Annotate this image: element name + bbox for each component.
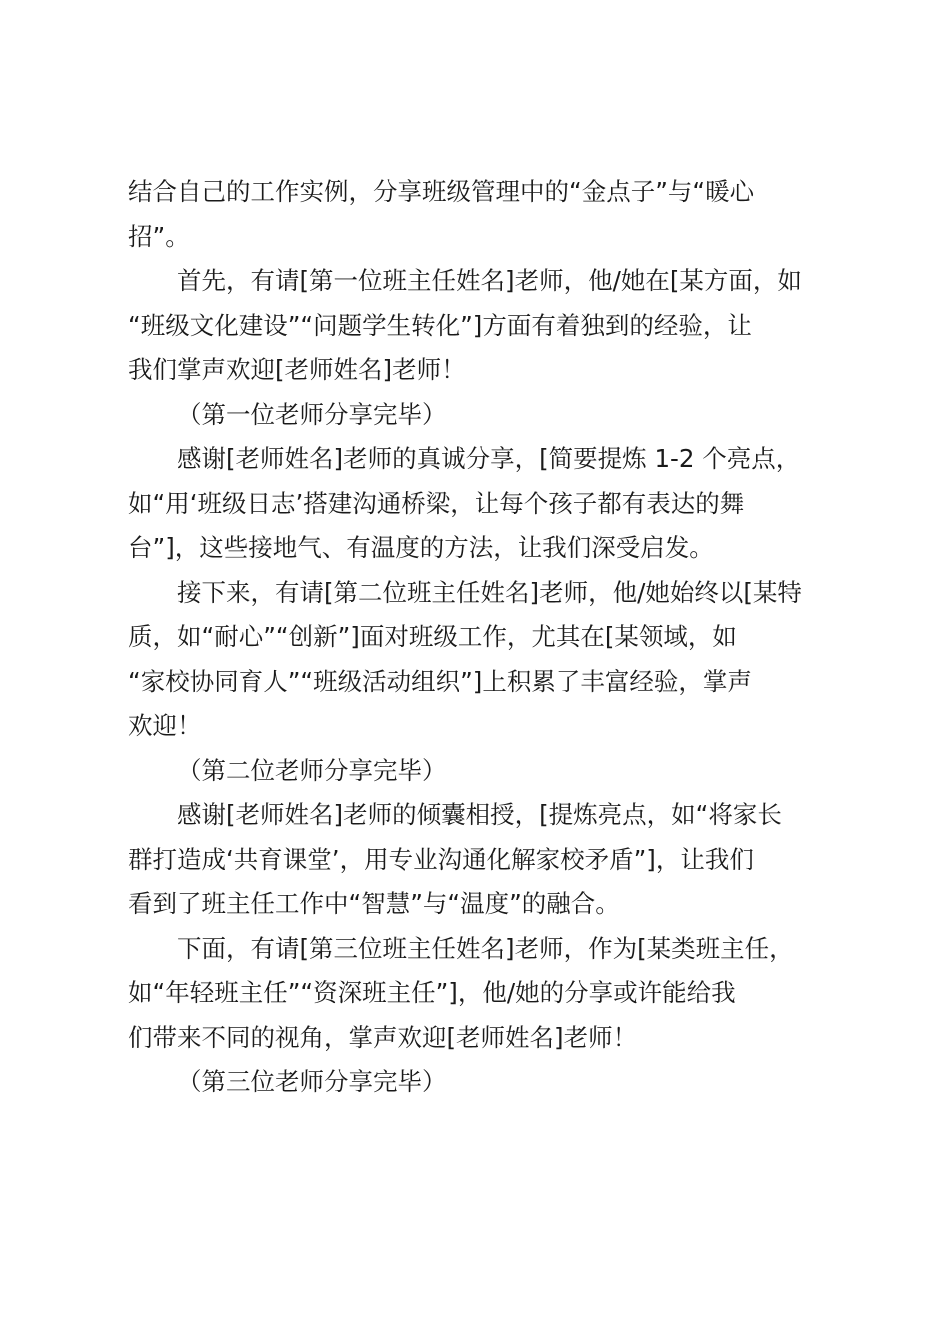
text-line: “班级文化建设”“问题学生转化”]方面有着独到的经验，让 bbox=[128, 310, 752, 340]
text-line: 群打造成‘共育课堂’，用专业沟通化解家校矛盾”]，让我们 bbox=[128, 844, 754, 874]
text-line: （第一位老师分享完毕） bbox=[177, 399, 447, 429]
text-line: 感谢[老师姓名]老师的真诚分享，[简要提炼 1-2 个亮点， bbox=[177, 444, 801, 473]
text-line: 感谢[老师姓名]老师的倾囊相授，[提炼亮点，如“将家长 bbox=[177, 800, 782, 829]
text-line: 如“用‘班级日志’搭建沟通桥梁，让每个孩子都有表达的舞 bbox=[128, 488, 745, 518]
text-line: 结合自己的工作实例，分享班级管理中的“金点子”与“暖心 bbox=[128, 177, 755, 206]
document-body bbox=[128, 170, 832, 1105]
text-line: 看到了班主任工作中“智慧”与“温度”的融合。 bbox=[128, 889, 620, 918]
text-line: 台”]，这些接地气、有温度的方法，让我们深受启发。 bbox=[128, 533, 714, 562]
text-line: （第三位老师分享完毕） bbox=[177, 1067, 447, 1096]
text-line: （第二位老师分享完毕） bbox=[177, 755, 447, 785]
text-line: 们带来不同的视角，掌声欢迎[老师姓名]老师！ bbox=[128, 1022, 638, 1052]
paragraph-second-teacher-intro bbox=[128, 571, 832, 749]
text-line: “家校协同育人”“班级活动组织”]上积累了丰富经验，掌声 bbox=[128, 666, 752, 696]
paragraph-second-teacher-thanks bbox=[128, 793, 832, 927]
paragraph-continuation bbox=[128, 170, 832, 259]
paragraph-first-teacher-intro bbox=[128, 259, 832, 393]
stage-note-first bbox=[128, 393, 832, 438]
text-line: 如“年轻班主任”“资深班主任”]，他/她的分享或许能给我 bbox=[128, 978, 736, 1007]
text-line: 招”。 bbox=[128, 221, 190, 251]
stage-note-second bbox=[128, 749, 832, 794]
text-line: 欢迎！ bbox=[128, 711, 202, 740]
text-line: 接下来，有请[第二位班主任姓名]老师，他/她始终以[某特 bbox=[177, 577, 802, 607]
text-line: 质，如“耐心”“创新”]面对班级工作，尤其在[某领域，如 bbox=[128, 622, 737, 651]
text-line: 我们掌声欢迎[老师姓名]老师！ bbox=[128, 355, 466, 384]
text-line: 下面，有请[第三位班主任姓名]老师，作为[某类班主任， bbox=[177, 933, 794, 963]
stage-note-third bbox=[128, 1060, 832, 1105]
text-line: 首先，有请[第一位班主任姓名]老师，他/她在[某方面，如 bbox=[177, 266, 802, 295]
paragraph-third-teacher-intro bbox=[128, 927, 832, 1061]
paragraph-first-teacher-thanks bbox=[128, 437, 832, 571]
